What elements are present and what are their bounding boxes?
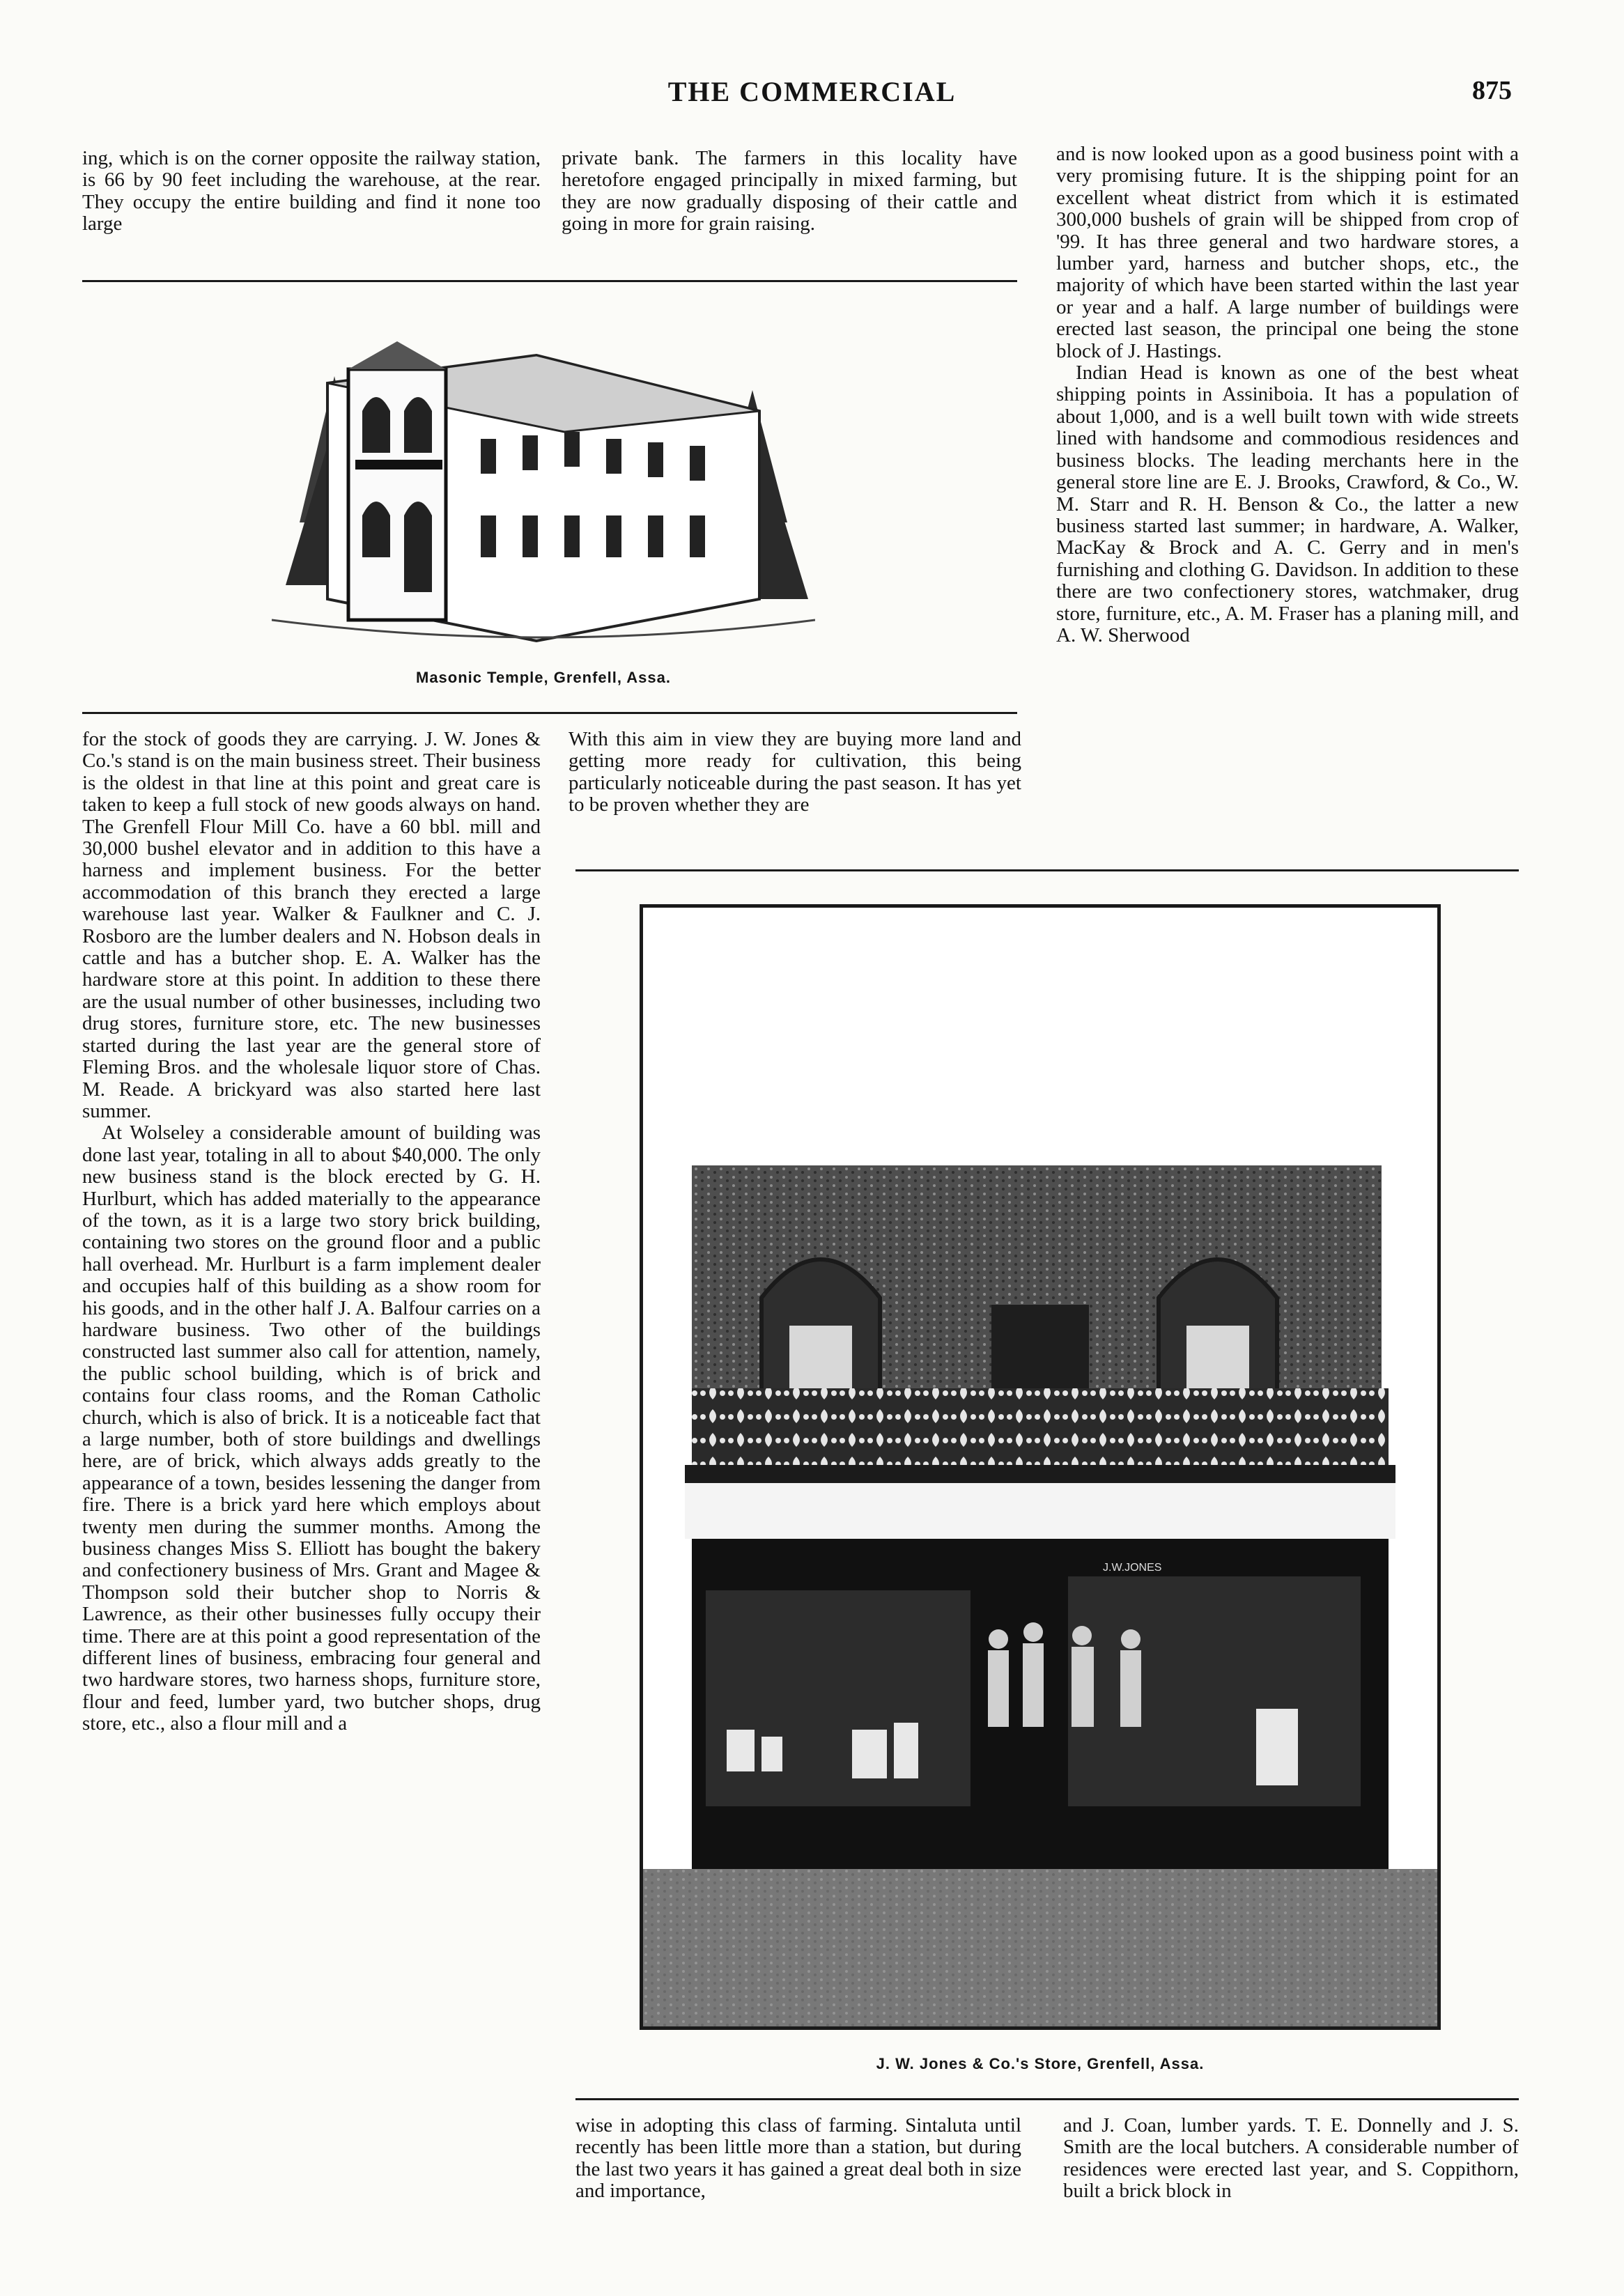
middle-column-1 [82, 729, 541, 1735]
section-rule-middle-right [575, 869, 1519, 871]
masonic-temple-caption: Masonic Temple, Grenfell, Assa. [416, 669, 671, 686]
top-column-3-para-1: and is now looked upon as a good business point with a very promising future. It is the shipping point for an excellent wheat district from which it is estimated 300,000 bushels of grain will be shipped from crop of '99. It has three general and two hardware stores, a lumber yard, harness and butcher shops, etc., the majority of which have been started within the last year or year and a half. A large number of buildings were erected last season, the principal one being the stone block of J. Hastings. [1056, 143, 1519, 362]
jones-store-photo [640, 904, 1441, 2030]
top-column-2-text: private bank. The farmers in this locality have heretofore engaged principally in mixed farming, but they are now gradually disposing of their cattle and going in more for grain raising. [562, 147, 1017, 235]
middle-column-2-text: With this aim in view they are buying more land and getting more ready for cultivation, this being particularly noticeable during the past season. It has yet to be proven whether they are [569, 728, 1021, 816]
top-column-1 [82, 148, 541, 235]
top-column-3-para-2: Indian Head is known as one of the best wheat shipping points in Assiniboia. It has a population of about 1,000, and is a well built town with wide streets lined with handsome and commodious residences and business blocks. The leading merchants here in the general store line are E. J. Brooks, Crawford, & Co., W. M. Starr and R. H. Benson & Co., the latter a new business started last summer; in hardware, A. Walker, MacKay & Brock and A. C. Gerry and in men's furnishing and clothing G. Davidson. In addition to these there are two confectionery stores, watchmaker, drug store, furniture, etc., A. M. Fraser has a planing mill, and A. W. Sherwood [1056, 362, 1519, 646]
top-column-1-text: ing, which is on the corner opposite the railway station, is 66 by 90 feet including the warehouse, at the rear. They occupy the entire building and find it none too large [82, 147, 541, 235]
section-rule-bottom [575, 2098, 1519, 2100]
middle-column-2 [569, 729, 1021, 816]
middle-column-1-para-1: for the stock of goods they are carrying. J. W. Jones & Co.'s stand is on the main business street. Their business is the oldest in that line at this point and great care is taken to keep a full stock of new goods always on hand. The Grenfell Flour Mill Co. have a 60 bbl. mill and 30,000 bushel elevator and in addition to this have a harness and implement business. For the better accommodation of this branch they erected a large warehouse last year. Walker & Faulkner and C. J. Rosboro are the lumber dealers and N. Hobson deals in cattle and has a butcher shop. E. A. Walker has the hardware store at this point. In addition to these there are the usual number of other businesses, including two drug stores, furniture store, etc. The new businesses started during the last year are the general store of Fleming Bros. and the wholesale liquor store of Chas. M. Reade. A brickyard was also started here last summer. [82, 728, 541, 1122]
bottom-column-2 [575, 2115, 1021, 2203]
store-sign-text: J.W.JONES [1103, 1562, 1162, 1574]
top-column-3 [1056, 144, 1519, 646]
section-rule-top [82, 280, 1017, 282]
bottom-column-2-text: wise in adopting this class of farming. Sintaluta until recently has been little more than a station, but during the last two years it has gained a great deal both in size and importance, [575, 2114, 1021, 2203]
section-rule-middle-left [82, 712, 1017, 714]
top-column-2 [562, 148, 1017, 235]
masonic-temple-illustration [272, 293, 815, 655]
jones-store-caption: J. W. Jones & Co.'s Store, Grenfell, Assa. [876, 2055, 1205, 2072]
page-number: 875 [1472, 76, 1512, 105]
bottom-column-3-text: and J. Coan, lumber yards. T. E. Donnelly and J. S. Smith are the local butchers. A considerable number of residences were erected last year, and S. Coppithorn, built a brick block in [1063, 2114, 1519, 2203]
page-header-title: THE COMMERCIAL [667, 76, 957, 107]
bottom-column-3 [1063, 2115, 1519, 2203]
store-facade-graphic [643, 908, 1437, 2026]
middle-column-1-para-2: At Wolseley a considerable amount of building was done last year, totaling in all to about $40,000. The only new business stand is the block erected by G. H. Hurlburt, which has added materially to the appearance of the town, as it is a large two story brick building, containing two stores on the ground floor and a public hall overhead. Mr. Hurlburt is a farm implement dealer and occupies half of this building as a show room for his goods, and in the other half J. A. Balfour carries on a hardware business. Two other of the buildings constructed last summer also call for attention, namely, the public school building, which is of brick and contains four class rooms, and the Roman Catholic church, which is also of brick. It is a noticeable fact that a large number, both of store buildings and dwellings here, are of brick, which always adds greatly to the appearance of a town, besides lessening the danger from fire. There is a brick yard here which employs about twenty men during the summer months. Among the business changes Miss S. Elliott has bought the bakery and confectionery business of Mrs. Grant and Magee & Thompson sold their butcher shop to Norris & Lawrence, as their other businesses fully occupy their time. There are at this point a good representation of the different lines of business, embracing four general and two hardware stores, two harness shops, furniture store, flour and feed, lumber yard, two butcher shops, drug store, etc., also a flour mill and a [82, 1122, 541, 1735]
